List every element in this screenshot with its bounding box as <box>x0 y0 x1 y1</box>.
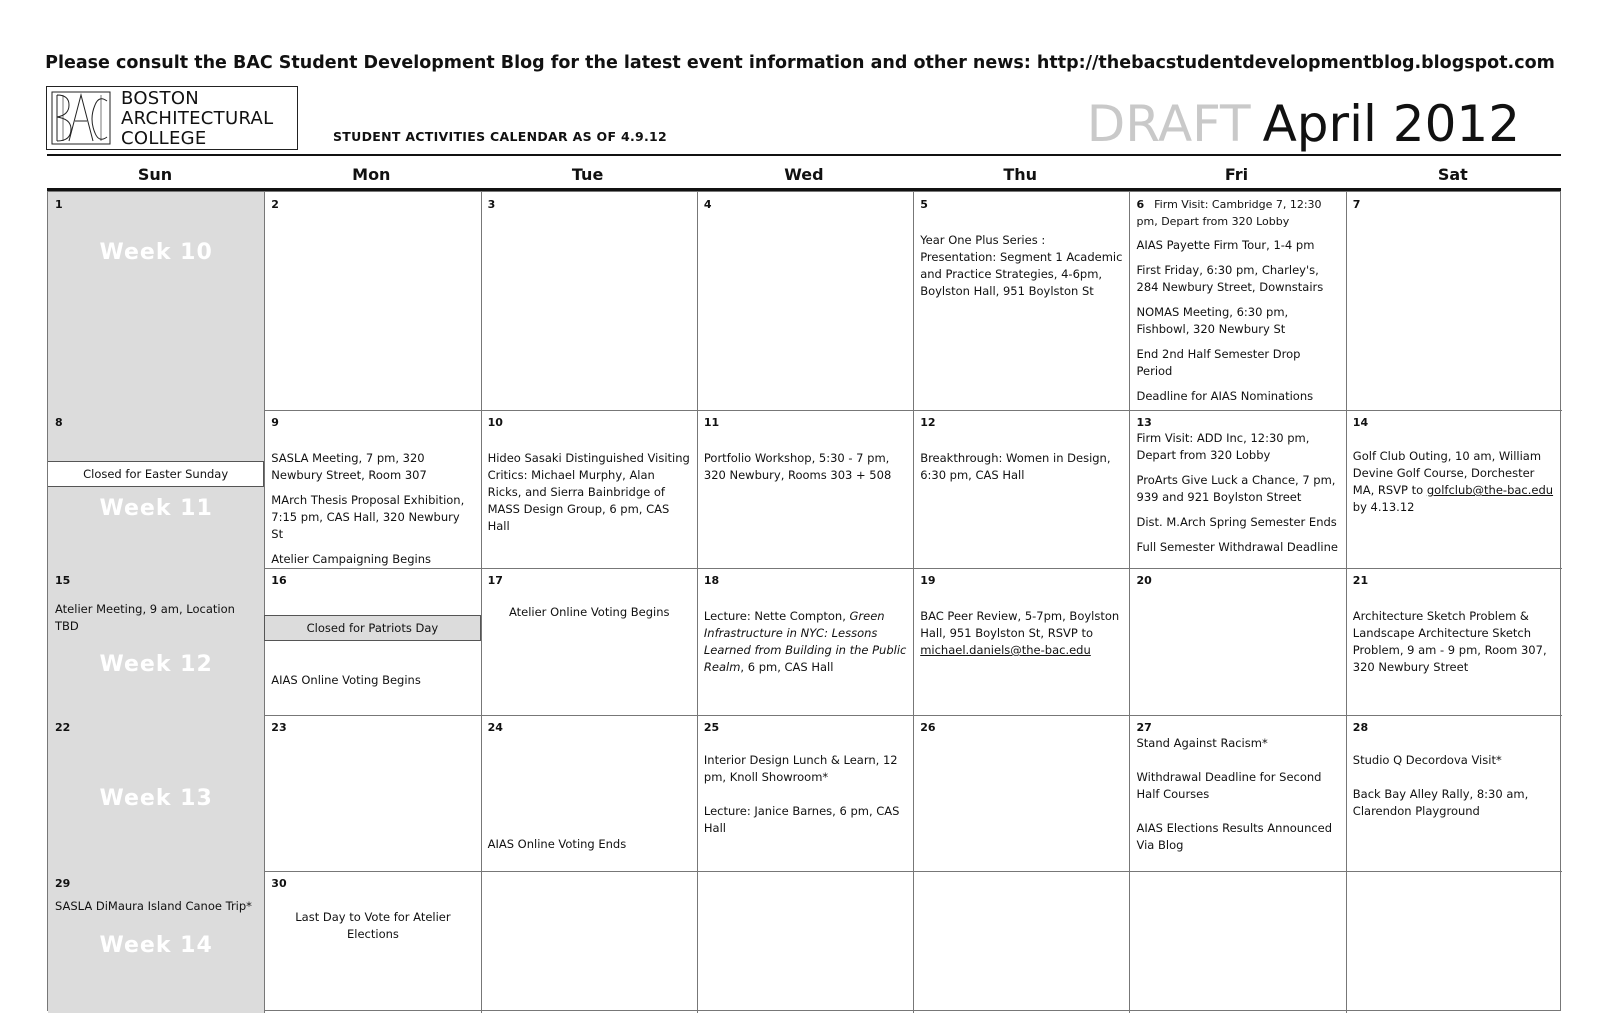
event-list <box>1353 448 1556 524</box>
day-cell <box>264 192 481 411</box>
day-cell <box>481 871 698 1013</box>
closed-banner: Closed for Easter Sunday <box>48 461 264 487</box>
day-cell <box>913 871 1130 1013</box>
email-link[interactable]: golfclub@the-bac.edu <box>1426 483 1554 497</box>
week-label: Week 12 <box>99 652 213 677</box>
day-number: 9 <box>271 416 279 429</box>
day-number: 24 <box>487 721 503 734</box>
day-number: 11 <box>703 416 720 429</box>
email-link[interactable]: michael.daniels@the-bac.edu <box>920 643 1091 657</box>
event-text: Architecture Sketch Problem & Landscape Architecture Sketch Problem, 9 am - 9 pm, Room 307, 320 Newbury Street <box>1352 609 1547 674</box>
day-cell <box>481 410 698 569</box>
event-text: End 2nd Half Semester Drop Period <box>1136 347 1301 378</box>
event-list <box>920 608 1123 667</box>
calendar-subtitle: STUDENT ACTIVITIES CALENDAR AS OF 4.9.12 <box>333 129 668 144</box>
event-list <box>488 604 691 629</box>
day-number: 19 <box>920 574 936 587</box>
event-text: Lecture: Janice Barnes, 6 pm, CAS Hall <box>703 804 900 835</box>
day-cell <box>481 568 698 716</box>
event-text: First Friday, 6:30 pm, Charley's, 284 Newbury Street, Downstairs <box>1136 263 1324 294</box>
day-number: 27 <box>1136 721 1152 734</box>
day-cell <box>1130 192 1347 411</box>
day-number: 16 <box>271 574 287 587</box>
event-text: Atelier Online Voting Begins <box>508 605 670 619</box>
day-cell <box>1346 871 1562 1013</box>
day-number: 28 <box>1352 721 1369 734</box>
day-cell <box>48 871 265 1013</box>
day-number: 22 <box>55 721 71 734</box>
event-text: NOMAS Meeting, 6:30 pm, Fishbowl, 320 Newbury St <box>1136 305 1289 336</box>
event-text: MArch Thesis Proposal Exhibition, 7:15 pm, CAS Hall, 320 Newbury St <box>271 493 465 541</box>
event-text: Withdrawal Deadline for Second Half Courses <box>1136 770 1322 801</box>
event-list <box>1137 430 1340 564</box>
day-number: 26 <box>920 721 936 734</box>
event-text: AIAS Elections Results Announced Via Blog <box>1136 821 1333 852</box>
event-text: Dist. M.Arch Spring Semester Ends <box>1136 515 1337 529</box>
day-cell <box>913 568 1130 716</box>
day-number: 4 <box>703 198 712 211</box>
event-text: SASLA Meeting, 7 pm, 320 Newbury Street, Room 307 <box>271 451 427 482</box>
day-header-tue: Tue <box>571 165 604 184</box>
day-number: 2 <box>271 198 279 211</box>
day-cell <box>264 410 481 569</box>
bac-logo <box>46 86 298 150</box>
logo-wordmark: BOSTON ARCHITECTURAL COLLEGE <box>121 88 274 149</box>
day-cell <box>1130 568 1347 716</box>
day-number: 13 <box>1136 416 1152 429</box>
event-text: Breakthrough: Women in Design, 6:30 pm, CAS Hall <box>920 451 1111 482</box>
event-text: Lecture: Nette Compton, Green Infrastructure in NYC: Lessons Learned from Building in the Public Realm, 6 pm, CAS Hall <box>703 609 907 674</box>
day-number-text: 6 <box>1136 198 1145 211</box>
day-cell <box>1346 715 1562 872</box>
bac-logo-mark-icon <box>51 91 111 145</box>
event-list <box>1353 752 1556 837</box>
day-cell <box>48 410 265 569</box>
event-text: Back Bay Alley Rally, 8:30 am, Clarendon Playground <box>1352 787 1529 818</box>
event-list <box>704 450 907 492</box>
day-header-mon: Mon <box>352 165 391 184</box>
day-cell <box>264 715 481 872</box>
day-cell <box>48 192 265 411</box>
day-header-wed: Wed <box>784 165 824 184</box>
event-text: Firm Visit: Cambridge 7, 12:30 pm, Depart from 320 Lobby <box>1136 198 1322 228</box>
week-label: Week 13 <box>99 786 213 811</box>
event-list <box>704 608 907 684</box>
day-cell <box>1346 192 1562 411</box>
day-cell <box>1130 410 1347 569</box>
event-text: Deadline for AIAS Nominations <box>1136 389 1314 403</box>
event-text: Firm Visit: ADD Inc, 12:30 pm, Depart from 320 Lobby <box>1136 431 1310 462</box>
event-text: Atelier Campaigning Begins <box>271 552 431 566</box>
event-list <box>1353 608 1556 684</box>
day-number: 25 <box>703 721 720 734</box>
event-text: Last Day to Vote for Atelier Elections <box>295 910 451 941</box>
day-cell <box>913 715 1130 872</box>
month-label: April 2012 <box>1262 95 1520 153</box>
week-label: Week 11 <box>99 496 213 521</box>
day-cell <box>697 871 914 1013</box>
calendar-grid <box>47 191 1561 1011</box>
day-cell <box>48 568 265 716</box>
day-number: 8 <box>55 416 63 429</box>
day-cell <box>913 192 1130 411</box>
day-number: 1 <box>55 198 63 211</box>
day-number: 10 <box>487 416 503 429</box>
event-text: Golf Club Outing, 10 am, William Devine Golf Course, Dorchester MA, RSVP to golfclub@the-bac.edu by 4.13.12 <box>1352 449 1554 514</box>
day-cell <box>1346 568 1562 716</box>
top-rule <box>47 154 1561 156</box>
day-cell <box>697 192 914 411</box>
day-number: 12 <box>920 416 936 429</box>
event-list <box>920 232 1123 308</box>
event-list <box>1137 237 1340 411</box>
day-cell <box>264 568 481 716</box>
event-list <box>488 450 691 543</box>
day-number: 20 <box>1136 574 1152 587</box>
day-number: 17 <box>487 574 503 587</box>
event-text: AIAS Online Voting Ends <box>487 837 627 851</box>
event-list <box>1137 735 1340 871</box>
day-cell <box>264 871 481 1013</box>
day-number: 23 <box>271 721 287 734</box>
day-number: 14 <box>1352 416 1369 429</box>
day-number: 30 <box>271 877 287 890</box>
day-number: 5 <box>920 198 928 211</box>
week-label: Week 10 <box>99 240 213 265</box>
event-list <box>271 909 474 951</box>
event-text: Atelier Meeting, 9 am, Location TBD <box>55 602 235 633</box>
event-text: Full Semester Withdrawal Deadline <box>1136 540 1338 554</box>
draft-label: DRAFT <box>1086 95 1251 153</box>
event-text: AIAS Payette Firm Tour, 1-4 pm <box>1136 238 1315 252</box>
event-text: ProArts Give Luck a Chance, 7 pm, 939 and 921 Boylston Street <box>1136 473 1336 504</box>
closed-banner: Closed for Patriots Day <box>264 615 480 641</box>
event-text: BAC Peer Review, 5-7pm, Boylston Hall, 951 Boylston St, RSVP to michael.daniels@the-bac.edu <box>920 609 1120 657</box>
day-number: 21 <box>1352 574 1369 587</box>
month-title <box>1087 94 1520 154</box>
day-header-thu: Thu <box>1003 165 1038 184</box>
event-text: Year One Plus Series : Presentation: Segment 1 Academic and Practice Strategies, 4-6pm, Boylston Hall, 951 Boylston St <box>920 233 1123 298</box>
event-list <box>271 450 474 569</box>
lecture-title: Green Infrastructure in NYC: Lessons Learned from Building in the Public Realm <box>703 609 907 674</box>
event-text: AIAS Online Voting Begins <box>271 673 421 687</box>
day-cell <box>697 568 914 716</box>
day-number: 29 <box>55 877 71 890</box>
event-text: Interior Design Lunch & Learn, 12 pm, Knoll Showroom* <box>703 753 898 784</box>
event-text: Hideo Sasaki Distinguished Visiting Critics: Michael Murphy, Alan Ricks, and Sierra Bainbridge of MASS Design Group, 6 pm, CAS Hall <box>487 451 690 533</box>
day-number <box>1137 196 1327 230</box>
day-cell <box>913 410 1130 569</box>
day-cell <box>697 715 914 872</box>
day-cell <box>48 715 265 872</box>
day-number: 3 <box>487 198 496 211</box>
event-text: Studio Q Decordova Visit* <box>1352 753 1502 767</box>
day-cell <box>697 410 914 569</box>
blog-notice: Please consult the BAC Student Development Blog for the latest event information and other news: http://thebacstudentdevelopmentblog.blogspot.com <box>45 53 1555 73</box>
day-number: 15 <box>55 574 71 587</box>
event-text: SASLA DiMaura Island Canoe Trip* <box>55 899 252 913</box>
day-cell <box>481 192 698 411</box>
day-header-sun: Sun <box>137 165 173 184</box>
day-header-sat: Sat <box>1437 165 1468 184</box>
event-list <box>920 450 1123 492</box>
event-list <box>488 836 691 861</box>
week-label: Week 14 <box>99 933 213 958</box>
event-list <box>55 898 258 923</box>
event-text: Stand Against Racism* <box>1136 736 1268 750</box>
day-cell <box>1130 715 1347 872</box>
event-list <box>55 601 258 643</box>
day-number: 7 <box>1352 198 1361 211</box>
day-header-fri: Fri <box>1224 165 1249 184</box>
day-cell <box>1346 410 1562 569</box>
day-cell <box>1130 871 1347 1013</box>
event-list <box>704 752 907 854</box>
event-text: Portfolio Workshop, 5:30 - 7 pm, 320 Newbury, Rooms 303 + 508 <box>703 451 892 482</box>
day-cell <box>481 715 698 872</box>
event-list <box>271 672 474 697</box>
day-number: 18 <box>703 574 720 587</box>
